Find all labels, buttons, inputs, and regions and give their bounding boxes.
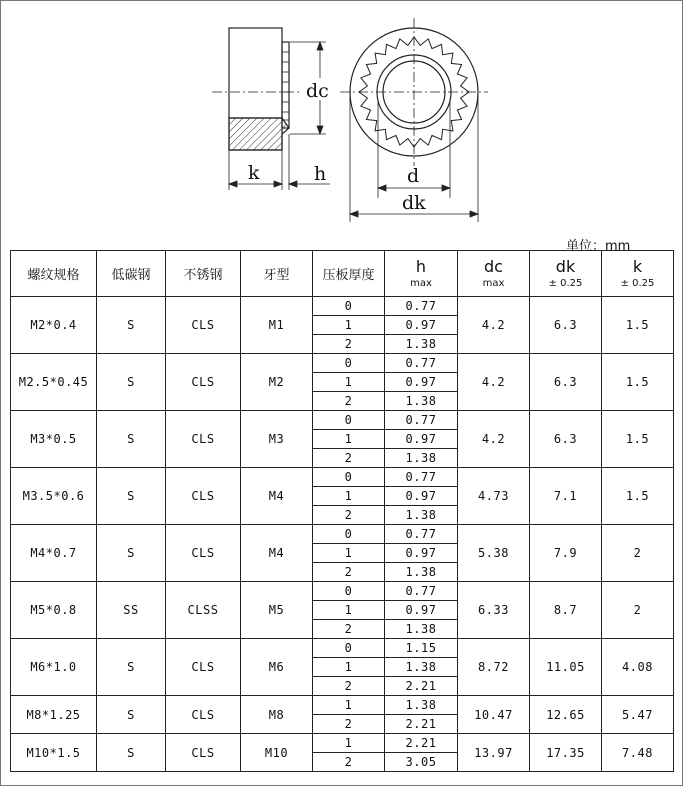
cell-carbon: S — [97, 525, 166, 582]
cell-h: 2.21 — [385, 715, 458, 734]
cell-dc: 4.2 — [458, 411, 530, 468]
table-row — [11, 734, 674, 753]
cell-dc: 13.97 — [458, 734, 530, 772]
cell-dk: 6.3 — [530, 297, 602, 354]
cell-dk: 7.1 — [530, 468, 602, 525]
cell-dc: 8.72 — [458, 639, 530, 696]
cell-h: 1.38 — [385, 658, 458, 677]
h-label: h — [314, 163, 327, 185]
cell-dc: 10.47 — [458, 696, 530, 734]
col-header-dc — [458, 251, 530, 297]
col-header-dk — [530, 251, 602, 297]
cell-spec: M6*1.0 — [11, 639, 97, 696]
cell-thickness: 0 — [313, 639, 385, 658]
table-row — [11, 468, 674, 487]
cell-h: 0.97 — [385, 544, 458, 563]
col-header-k-sub: ± 0.25 — [620, 277, 655, 289]
cell-carbon: S — [97, 297, 166, 354]
cell-spec: M4*0.7 — [11, 525, 97, 582]
col-header-carbon: 低碳钢 — [97, 251, 166, 297]
cell-spec: M5*0.8 — [11, 582, 97, 639]
cell-carbon: S — [97, 696, 166, 734]
spec-table-body — [11, 297, 674, 772]
nut-technical-drawing — [0, 0, 685, 250]
col-header-dk-main: dk — [555, 256, 576, 276]
cell-k: 5.47 — [602, 696, 674, 734]
cell-stainless: CLS — [166, 411, 241, 468]
cell-thickness: 0 — [313, 468, 385, 487]
cell-thread: M6 — [241, 639, 313, 696]
cell-dk: 8.7 — [530, 582, 602, 639]
cell-thickness: 1 — [313, 601, 385, 620]
col-header-h — [385, 251, 458, 297]
table-row — [11, 582, 674, 601]
cell-dc: 4.2 — [458, 354, 530, 411]
cell-dk: 12.65 — [530, 696, 602, 734]
cell-h: 1.38 — [385, 392, 458, 411]
cell-carbon: S — [97, 468, 166, 525]
cell-dk: 17.35 — [530, 734, 602, 772]
cell-thickness: 2 — [313, 620, 385, 639]
cell-stainless: CLS — [166, 696, 241, 734]
col-header-spec: 螺纹规格 — [11, 251, 97, 297]
cell-h: 3.05 — [385, 753, 458, 772]
cell-k: 7.48 — [602, 734, 674, 772]
header-row — [11, 251, 674, 297]
unit-note: 单位：mm — [566, 239, 631, 254]
table-row — [11, 525, 674, 544]
cell-spec: M2.5*0.45 — [11, 354, 97, 411]
cell-h: 1.15 — [385, 639, 458, 658]
table-row — [11, 411, 674, 430]
cell-thickness: 0 — [313, 525, 385, 544]
cell-thickness: 0 — [313, 354, 385, 373]
cell-h: 0.97 — [385, 430, 458, 449]
cell-thickness: 2 — [313, 677, 385, 696]
col-header-thread: 牙型 — [241, 251, 313, 297]
cell-thickness: 1 — [313, 316, 385, 335]
cell-thickness: 2 — [313, 335, 385, 354]
cell-dk: 6.3 — [530, 411, 602, 468]
col-header-k-main: k — [632, 256, 643, 276]
cell-spec: M10*1.5 — [11, 734, 97, 772]
cell-dk: 11.05 — [530, 639, 602, 696]
cell-h: 2.21 — [385, 677, 458, 696]
cell-h: 0.97 — [385, 487, 458, 506]
cell-k: 1.5 — [602, 354, 674, 411]
col-header-h-main: h — [415, 256, 427, 276]
col-header-stainless: 不锈钢 — [166, 251, 241, 297]
cell-h: 0.77 — [385, 582, 458, 601]
cell-h: 1.38 — [385, 563, 458, 582]
cell-k: 2 — [602, 582, 674, 639]
cell-thread: M4 — [241, 468, 313, 525]
k-label: k — [248, 162, 260, 184]
cell-thickness: 1 — [313, 658, 385, 677]
table-row — [11, 297, 674, 316]
cell-thread: M2 — [241, 354, 313, 411]
cell-stainless: CLS — [166, 525, 241, 582]
table-row — [11, 354, 674, 373]
cell-h: 0.77 — [385, 468, 458, 487]
cell-thickness: 0 — [313, 297, 385, 316]
cell-carbon: S — [97, 734, 166, 772]
cell-k: 1.5 — [602, 468, 674, 525]
cell-h: 0.77 — [385, 297, 458, 316]
cell-stainless: CLS — [166, 468, 241, 525]
cell-stainless: CLS — [166, 297, 241, 354]
cell-carbon: S — [97, 354, 166, 411]
cell-h: 1.38 — [385, 696, 458, 715]
table-row — [11, 696, 674, 715]
cell-h: 2.21 — [385, 734, 458, 753]
cell-thickness: 2 — [313, 715, 385, 734]
cell-h: 0.97 — [385, 601, 458, 620]
cell-thickness: 1 — [313, 373, 385, 392]
cell-h: 0.77 — [385, 411, 458, 430]
cell-k: 2 — [602, 525, 674, 582]
cell-dc: 4.2 — [458, 297, 530, 354]
cell-h: 1.38 — [385, 506, 458, 525]
dc-label: dc — [306, 80, 329, 102]
table-row — [11, 639, 674, 658]
cell-thickness: 1 — [313, 734, 385, 753]
side-view — [212, 28, 300, 150]
cell-spec: M3*0.5 — [11, 411, 97, 468]
col-header-thickness: 压板厚度 — [313, 251, 385, 297]
cell-thickness: 0 — [313, 582, 385, 601]
cell-thickness: 1 — [313, 696, 385, 715]
col-header-k — [602, 251, 674, 297]
cell-thickness: 2 — [313, 563, 385, 582]
cell-h: 0.97 — [385, 316, 458, 335]
cell-stainless: CLS — [166, 354, 241, 411]
cell-dc: 6.33 — [458, 582, 530, 639]
cell-h: 0.77 — [385, 525, 458, 544]
cell-thickness: 1 — [313, 430, 385, 449]
cell-thickness: 1 — [313, 487, 385, 506]
col-header-h-sub: max — [410, 277, 432, 289]
cell-thread: M10 — [241, 734, 313, 772]
cell-thread: M5 — [241, 582, 313, 639]
front-view — [340, 18, 488, 166]
cell-stainless: CLS — [166, 734, 241, 772]
spec-table — [10, 250, 674, 772]
cell-thread: M1 — [241, 297, 313, 354]
cell-thickness: 2 — [313, 392, 385, 411]
knurl-teeth-side — [282, 52, 289, 120]
cell-thread: M8 — [241, 696, 313, 734]
dk-label: dk — [402, 192, 426, 214]
cell-h: 1.38 — [385, 620, 458, 639]
cell-stainless: CLSS — [166, 582, 241, 639]
cell-carbon: S — [97, 639, 166, 696]
cell-h: 1.38 — [385, 449, 458, 468]
cell-stainless: CLS — [166, 639, 241, 696]
cell-dk: 7.9 — [530, 525, 602, 582]
cell-thread: M4 — [241, 525, 313, 582]
cell-carbon: SS — [97, 582, 166, 639]
cell-dc: 4.73 — [458, 468, 530, 525]
cell-thickness: 0 — [313, 411, 385, 430]
cell-thread: M3 — [241, 411, 313, 468]
cell-dk: 6.3 — [530, 354, 602, 411]
col-header-dc-sub: max — [482, 277, 505, 289]
cell-spec: M3.5*0.6 — [11, 468, 97, 525]
col-header-dc-main: dc — [484, 256, 503, 276]
cell-thickness: 1 — [313, 544, 385, 563]
cell-carbon: S — [97, 411, 166, 468]
cell-h: 0.77 — [385, 354, 458, 373]
d-label: d — [407, 165, 420, 187]
cell-thickness: 2 — [313, 449, 385, 468]
cell-spec: M2*0.4 — [11, 297, 97, 354]
cell-h: 0.97 — [385, 373, 458, 392]
cell-h: 1.38 — [385, 335, 458, 354]
cell-k: 1.5 — [602, 297, 674, 354]
col-header-dk-sub: ± 0.25 — [548, 277, 583, 289]
cell-k: 1.5 — [602, 411, 674, 468]
cell-thickness: 2 — [313, 506, 385, 525]
cell-spec: M8*1.25 — [11, 696, 97, 734]
cell-k: 4.08 — [602, 639, 674, 696]
cell-dc: 5.38 — [458, 525, 530, 582]
cell-thickness: 2 — [313, 753, 385, 772]
